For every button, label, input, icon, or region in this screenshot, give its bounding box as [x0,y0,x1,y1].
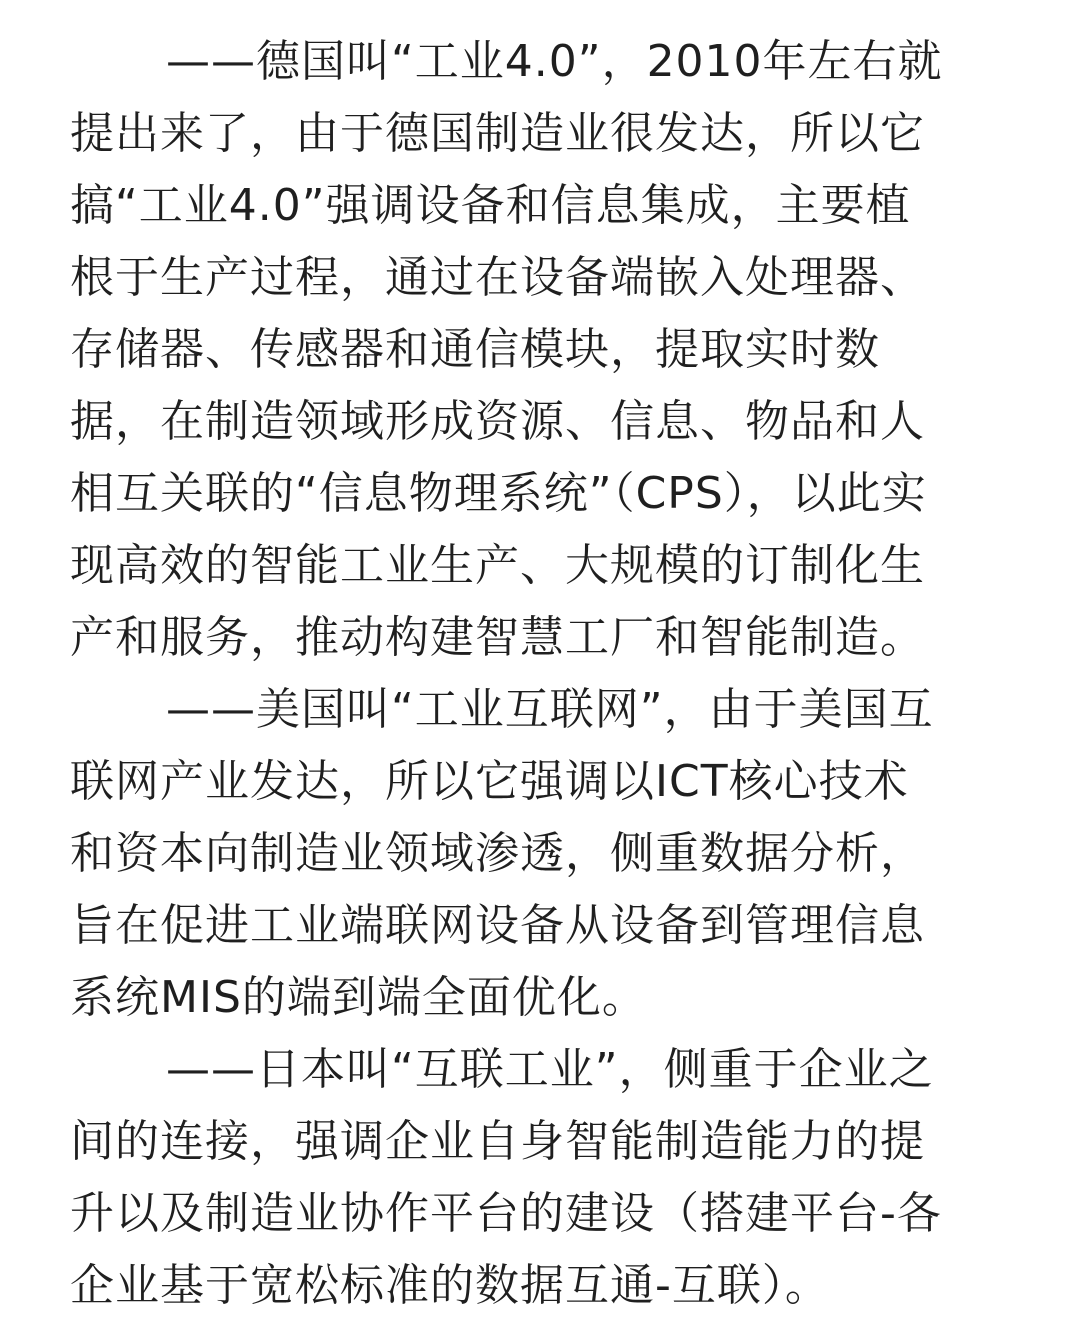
text-line: 和资本向制造业领域渗透，侧重数据分析， [70,828,925,879]
text-line: 现高效的智能工业生产、大规模的订制化生 [70,540,925,591]
text-line: 系统MIS的端到端全面优化。 [70,972,647,1023]
text-line: 据，在制造领域形成资源、信息、物品和人 [70,396,925,447]
text-line: 根于生产过程，通过在设备端嵌入处理器、 [70,252,925,303]
text-line: 升以及制造业协作平台的建设（搭建平台-各 [70,1188,942,1239]
text-line: 间的连接，强调企业自身智能制造能力的提 [70,1116,925,1167]
text-line: 存储器、传感器和通信模块，提取实时数 [70,324,880,375]
text-line: 旨在促进工业端联网设备从设备到管理信息 [70,900,925,951]
text-line: 企业基于宽松标准的数据互通-互联）。 [70,1260,830,1311]
text-line: 提出来了，由于德国制造业很发达，所以它 [70,108,925,159]
text-line: ——日本叫“互联工业”，侧重于企业之 [166,1044,934,1095]
text-line: 联网产业发达，所以它强调以ICT核心技术 [70,756,909,807]
text-line: ——美国叫“工业互联网”，由于美国互 [166,684,934,735]
text-line: 产和服务，推动构建智慧工厂和智能制造。 [70,612,925,663]
text-line: ——德国叫“工业4.0”，2010年左右就 [166,36,943,87]
text-line: 相互关联的“信息物理系统”（CPS），以此实 [70,468,927,519]
text-line: 搞“工业4.0”强调设备和信息集成，主要植 [70,180,911,231]
